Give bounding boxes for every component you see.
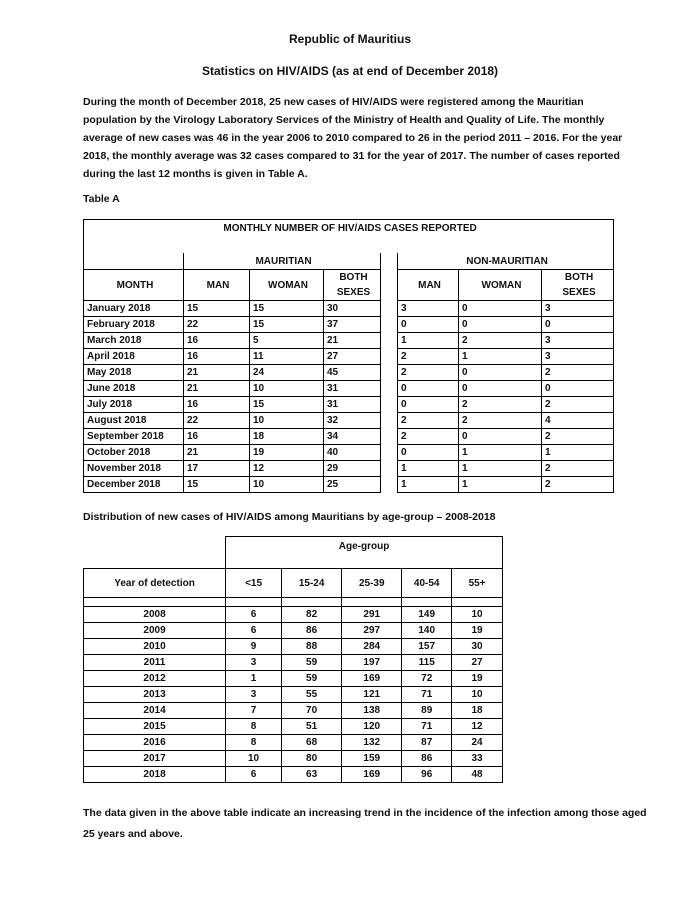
table-row — [84, 413, 614, 429]
cell-m-man: 15 — [184, 477, 250, 493]
cell-n-both: 2 — [542, 477, 614, 493]
cell-m-man: 17 — [184, 461, 250, 477]
row-separator — [381, 381, 398, 397]
cell-age-value: 121 — [342, 687, 402, 703]
cell-m-both: 34 — [324, 429, 381, 445]
cell-month: June 2018 — [84, 381, 184, 397]
cell-age-value: 6 — [226, 767, 282, 783]
cell-m-woman: 15 — [250, 317, 324, 333]
cell-age-value: 71 — [402, 687, 452, 703]
cell-n-both: 2 — [542, 365, 614, 381]
cell-n-woman: 1 — [459, 477, 542, 493]
row-separator — [381, 477, 398, 493]
cell-n-both: 2 — [542, 429, 614, 445]
cell-age-value: 8 — [226, 719, 282, 735]
cell-m-woman: 19 — [250, 445, 324, 461]
cell-n-woman: 0 — [459, 365, 542, 381]
cell-n-both: 0 — [542, 317, 614, 333]
table-row — [84, 639, 503, 655]
row-separator — [381, 301, 398, 317]
cell-month: August 2018 — [84, 413, 184, 429]
cell-m-man: 16 — [184, 333, 250, 349]
cell-year: 2014 — [84, 703, 226, 719]
cell-n-woman: 0 — [459, 429, 542, 445]
table-row — [84, 349, 614, 365]
table-row — [84, 703, 503, 719]
cell-n-man: 2 — [398, 413, 459, 429]
col-year: Year of detection — [84, 569, 226, 598]
cell-m-woman: 11 — [250, 349, 324, 365]
age-group-blank — [84, 537, 226, 569]
cell-year: 2011 — [84, 655, 226, 671]
cell-year: 2015 — [84, 719, 226, 735]
cell-n-woman: 1 — [459, 349, 542, 365]
spacer-cell — [282, 598, 342, 607]
cell-age-value: 63 — [282, 767, 342, 783]
cell-age-value: 19 — [452, 623, 503, 639]
table-row — [84, 607, 503, 623]
cell-n-both: 2 — [542, 397, 614, 413]
cell-age-value: 138 — [342, 703, 402, 719]
cell-m-both: 27 — [324, 349, 381, 365]
cell-m-man: 16 — [184, 429, 250, 445]
table-b-body — [84, 607, 503, 783]
cell-age-value: 82 — [282, 607, 342, 623]
col-mauritian-both — [324, 270, 381, 301]
spacer-cell — [402, 598, 452, 607]
cell-year: 2016 — [84, 735, 226, 751]
row-separator — [381, 429, 398, 445]
cell-m-both: 31 — [324, 397, 381, 413]
cell-year: 2018 — [84, 767, 226, 783]
table-row — [84, 317, 614, 333]
cell-age-value: 115 — [402, 655, 452, 671]
cell-month: March 2018 — [84, 333, 184, 349]
table-row — [84, 623, 503, 639]
conclusion-paragraph: The data given in the above table indicate an increasing trend in the incidence of the infection among those aged 25 years and above. — [83, 807, 647, 840]
cell-n-man: 0 — [398, 445, 459, 461]
row-separator — [381, 413, 398, 429]
cell-m-woman: 15 — [250, 301, 324, 317]
table-row — [84, 751, 503, 767]
cell-m-man: 15 — [184, 301, 250, 317]
intro-paragraph: During the month of December 2018, 25 new cases of HIV/AIDS were registered among the Mauritian population by the Virology Laboratory Services of the Ministry of Health and Quality of Life. The monthly average of new cases was 46 in the year 2006 to 2010 compared to 26 in the period 2011 – 2016. For the year 2018, the monthly average was 32 cases compared to 31 for the year of 2017. The number of cases reported during the last 12 months is given in Table A. — [83, 96, 623, 180]
cell-n-woman: 0 — [459, 381, 542, 397]
cell-age-value: 291 — [342, 607, 402, 623]
cell-age-value: 9 — [226, 639, 282, 655]
cell-m-woman: 15 — [250, 397, 324, 413]
country-heading: Republic of Mauritius — [288, 32, 411, 46]
cell-age-value: 8 — [226, 735, 282, 751]
cell-age-value: 132 — [342, 735, 402, 751]
cell-age-value: 120 — [342, 719, 402, 735]
cell-n-woman: 1 — [459, 461, 542, 477]
group-non-mauritian: NON-MAURITIAN — [398, 253, 614, 270]
cell-n-both: 3 — [542, 349, 614, 365]
cell-age-value: 87 — [402, 735, 452, 751]
cell-month: September 2018 — [84, 429, 184, 445]
spacer-cell — [226, 598, 282, 607]
age-group-table — [83, 536, 503, 783]
cell-n-woman: 2 — [459, 333, 542, 349]
cell-month: July 2018 — [84, 397, 184, 413]
month-group-blank — [84, 253, 184, 270]
cell-m-both: 32 — [324, 413, 381, 429]
row-separator — [381, 445, 398, 461]
cell-age-value: 10 — [452, 607, 503, 623]
col-age-55-plus: 55+ — [452, 569, 503, 598]
cell-n-both: 3 — [542, 301, 614, 317]
cell-age-value: 48 — [452, 767, 503, 783]
table-row — [84, 671, 503, 687]
cell-m-both: 29 — [324, 461, 381, 477]
cell-n-both: 1 — [542, 445, 614, 461]
cell-n-both: 2 — [542, 461, 614, 477]
cell-n-man: 3 — [398, 301, 459, 317]
cell-m-woman: 10 — [250, 413, 324, 429]
cell-age-value: 19 — [452, 671, 503, 687]
both-label: BOTH — [564, 272, 594, 283]
col-age-40-54: 40-54 — [402, 569, 452, 598]
cell-year: 2012 — [84, 671, 226, 687]
cell-m-man: 21 — [184, 365, 250, 381]
cell-age-value: 80 — [282, 751, 342, 767]
row-separator — [381, 349, 398, 365]
cell-m-woman: 10 — [250, 381, 324, 397]
cell-year: 2008 — [84, 607, 226, 623]
table-a-caption: MONTHLY NUMBER OF HIV/AIDS CASES REPORTED — [84, 220, 614, 254]
cell-n-woman: 0 — [459, 317, 542, 333]
cell-age-value: 10 — [452, 687, 503, 703]
cell-m-both: 37 — [324, 317, 381, 333]
cell-m-woman: 5 — [250, 333, 324, 349]
col-mauritian-man: MAN — [184, 270, 250, 301]
cell-age-value: 149 — [402, 607, 452, 623]
table-row — [84, 333, 614, 349]
col-mauritian-woman: WOMAN — [250, 270, 324, 301]
col-non-mauritian-man: MAN — [398, 270, 459, 301]
cell-n-both: 0 — [542, 381, 614, 397]
cell-age-value: 169 — [342, 671, 402, 687]
table-row — [84, 719, 503, 735]
cell-m-both: 21 — [324, 333, 381, 349]
cell-m-woman: 12 — [250, 461, 324, 477]
row-separator — [381, 365, 398, 381]
monthly-cases-table — [83, 219, 614, 493]
cell-month: April 2018 — [84, 349, 184, 365]
cell-year: 2017 — [84, 751, 226, 767]
spacer-cell — [452, 598, 503, 607]
cell-m-man: 16 — [184, 349, 250, 365]
col-non-mauritian-both — [542, 270, 614, 301]
row-separator — [381, 333, 398, 349]
cell-n-man: 0 — [398, 397, 459, 413]
cell-age-value: 72 — [402, 671, 452, 687]
cell-age-value: 1 — [226, 671, 282, 687]
cell-age-value: 24 — [452, 735, 503, 751]
cell-age-value: 59 — [282, 671, 342, 687]
table-row — [84, 655, 503, 671]
cell-n-man: 1 — [398, 333, 459, 349]
cell-age-value: 10 — [226, 751, 282, 767]
cell-month: October 2018 — [84, 445, 184, 461]
cell-age-value: 71 — [402, 719, 452, 735]
cell-n-man: 0 — [398, 317, 459, 333]
cell-age-value: 297 — [342, 623, 402, 639]
cell-m-woman: 10 — [250, 477, 324, 493]
cell-month: December 2018 — [84, 477, 184, 493]
cell-age-value: 3 — [226, 687, 282, 703]
cell-age-value: 70 — [282, 703, 342, 719]
cell-m-both: 31 — [324, 381, 381, 397]
group-mauritian: MAURITIAN — [184, 253, 381, 270]
cell-m-woman: 18 — [250, 429, 324, 445]
cell-month: January 2018 — [84, 301, 184, 317]
cell-age-value: 86 — [282, 623, 342, 639]
cell-age-value: 157 — [402, 639, 452, 655]
cell-age-value: 12 — [452, 719, 503, 735]
cell-n-man: 1 — [398, 477, 459, 493]
cell-n-woman: 0 — [459, 301, 542, 317]
table-a-body — [84, 301, 614, 493]
cell-age-value: 140 — [402, 623, 452, 639]
cell-n-woman: 2 — [459, 397, 542, 413]
cell-age-value: 30 — [452, 639, 503, 655]
age-group-heading: Age-group — [226, 537, 503, 569]
cell-m-both: 40 — [324, 445, 381, 461]
cell-n-man: 1 — [398, 461, 459, 477]
cell-age-value: 159 — [342, 751, 402, 767]
cell-age-value: 86 — [402, 751, 452, 767]
cell-m-man: 22 — [184, 413, 250, 429]
cell-m-woman: 24 — [250, 365, 324, 381]
cell-n-both: 3 — [542, 333, 614, 349]
cell-m-man: 16 — [184, 397, 250, 413]
cell-age-value: 27 — [452, 655, 503, 671]
cell-age-value: 51 — [282, 719, 342, 735]
spacer-cell — [342, 598, 402, 607]
col-non-mauritian-woman: WOMAN — [459, 270, 542, 301]
table-row — [84, 687, 503, 703]
cell-month: May 2018 — [84, 365, 184, 381]
cell-age-value: 6 — [226, 623, 282, 639]
cell-age-value: 18 — [452, 703, 503, 719]
cell-age-value: 6 — [226, 607, 282, 623]
cell-age-value: 55 — [282, 687, 342, 703]
cell-n-man: 2 — [398, 429, 459, 445]
spacer-cell — [84, 598, 226, 607]
cell-m-man: 21 — [184, 445, 250, 461]
sexes-label: SEXES — [562, 287, 596, 298]
cell-n-woman: 2 — [459, 413, 542, 429]
cell-month: February 2018 — [84, 317, 184, 333]
cell-age-value: 3 — [226, 655, 282, 671]
cell-age-value: 59 — [282, 655, 342, 671]
table-row — [84, 445, 614, 461]
table-row — [84, 461, 614, 477]
cell-n-man: 0 — [398, 381, 459, 397]
col-age-25-39: 25-39 — [342, 569, 402, 598]
table-row — [84, 735, 503, 751]
cell-m-man: 21 — [184, 381, 250, 397]
cell-age-value: 96 — [402, 767, 452, 783]
header-separator — [381, 270, 398, 301]
cell-m-both: 45 — [324, 365, 381, 381]
table-row — [84, 477, 614, 493]
table-row — [84, 365, 614, 381]
row-separator — [381, 461, 398, 477]
sexes-label: SEXES — [336, 287, 371, 298]
cell-n-woman: 1 — [459, 445, 542, 461]
distribution-label: Distribution of new cases of HIV/AIDS among Mauritians by age-group – 2008-2018 — [83, 511, 496, 523]
document-title: Statistics on HIV/AIDS (as at end of December 2018) — [201, 64, 499, 78]
row-separator — [381, 317, 398, 333]
cell-month: November 2018 — [84, 461, 184, 477]
cell-age-value: 88 — [282, 639, 342, 655]
table-a-label: Table A — [83, 193, 120, 205]
table-row — [84, 301, 614, 317]
cell-m-both: 30 — [324, 301, 381, 317]
cell-age-value: 7 — [226, 703, 282, 719]
cell-age-value: 284 — [342, 639, 402, 655]
table-row — [84, 767, 503, 783]
group-separator — [381, 253, 398, 270]
cell-age-value: 89 — [402, 703, 452, 719]
both-label: BOTH — [339, 272, 368, 283]
col-age-15-24: 15-24 — [282, 569, 342, 598]
cell-m-both: 25 — [324, 477, 381, 493]
cell-year: 2009 — [84, 623, 226, 639]
table-row — [84, 381, 614, 397]
cell-year: 2010 — [84, 639, 226, 655]
cell-age-value: 33 — [452, 751, 503, 767]
table-row — [84, 429, 614, 445]
cell-n-man: 2 — [398, 349, 459, 365]
cell-m-man: 22 — [184, 317, 250, 333]
cell-age-value: 169 — [342, 767, 402, 783]
cell-age-value: 197 — [342, 655, 402, 671]
col-month: MONTH — [84, 270, 184, 301]
cell-n-both: 4 — [542, 413, 614, 429]
row-separator — [381, 397, 398, 413]
col-age-under-15: <15 — [226, 569, 282, 598]
table-row — [84, 397, 614, 413]
cell-n-man: 2 — [398, 365, 459, 381]
cell-year: 2013 — [84, 687, 226, 703]
cell-age-value: 68 — [282, 735, 342, 751]
